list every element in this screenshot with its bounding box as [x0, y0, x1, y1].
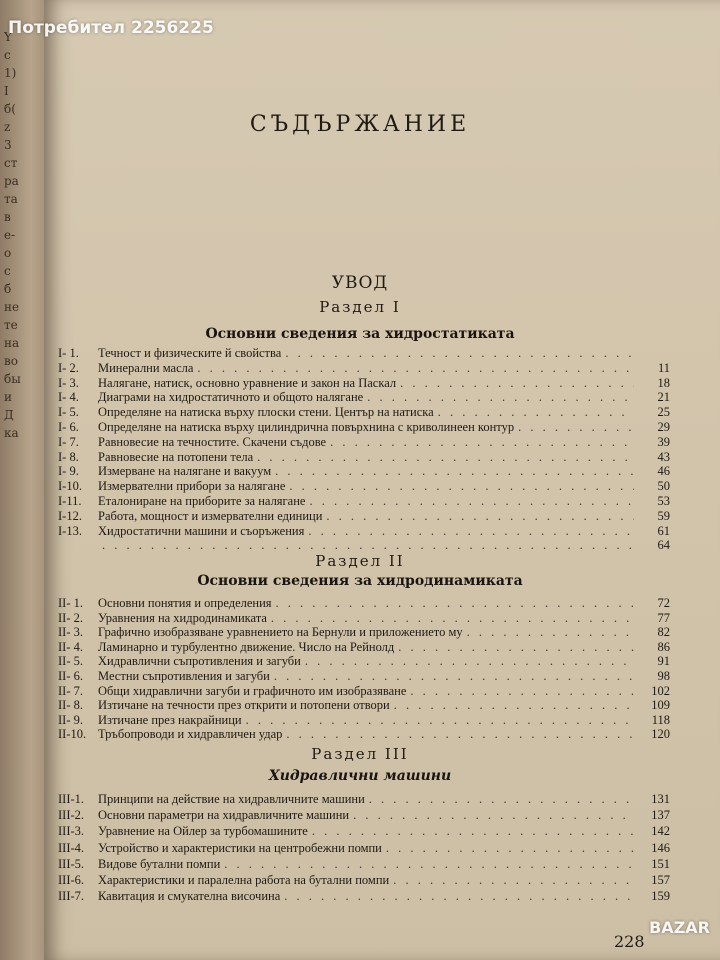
toc-leader-dots	[394, 698, 634, 713]
left-page-fragment: z	[4, 120, 11, 134]
toc-entry-title: Работа, мощност и измервателни единици	[98, 508, 323, 523]
left-page-fragment: б(	[4, 102, 16, 116]
left-page-fragment: I	[4, 84, 9, 98]
toc-entry-page: 131	[651, 792, 670, 806]
toc-entry-title: Хидравлични съпротивления и загуби	[98, 654, 301, 669]
section-label: Раздел III	[311, 745, 409, 763]
toc-entry-title: Уравнения на хидродинамиката	[98, 610, 267, 625]
toc-entry	[58, 727, 670, 745]
toc-leader-dots	[386, 841, 634, 856]
toc-entry-title: Определяне на натиска върху плоски стени. Център на натиска	[98, 405, 434, 420]
left-page-fragment: во	[4, 354, 18, 368]
left-page-fragment: ра	[4, 174, 19, 188]
toc-entry-title: Диаграми на хидростатичното и общото налягане	[98, 390, 364, 405]
section-label: Раздел I	[319, 298, 401, 316]
toc-entry-page: 39	[657, 434, 670, 449]
left-page-fragment: и	[4, 390, 12, 404]
toc-entry-page: 146	[651, 840, 670, 855]
toc-leader-dots	[353, 808, 634, 823]
toc-entry-number: II- 6.	[58, 669, 83, 683]
toc-entry-number: III-5.	[58, 856, 85, 871]
section-title: Основни сведения за хидродинамиката	[197, 573, 523, 589]
toc-entry-page: 151	[651, 856, 670, 871]
left-page-fragment: на	[4, 336, 20, 350]
toc-entry-number: I-11.	[58, 494, 82, 508]
toc-entry-title: Видове бутални помпи	[98, 856, 221, 871]
toc-entry-title: Принципи на действие на хидравличните машини	[98, 792, 365, 806]
toc-entry-number: II- 4.	[58, 639, 83, 654]
toc-leader-dots	[398, 640, 634, 655]
toc-entry-title: Измервателни прибори за налягане	[98, 479, 286, 494]
toc-entry-title: Хидростатични машини и съоръжения	[98, 523, 305, 538]
bazar-logo: BAZAR	[649, 918, 710, 937]
toc-entry-title: Изтичане на течности през открити и потопени отвори	[98, 698, 390, 713]
toc-leader-dots	[400, 376, 634, 391]
toc-leader-dots	[289, 479, 634, 494]
toc-leader-dots	[312, 824, 634, 839]
toc-entry-number: II- 9.	[58, 712, 83, 727]
toc-leader-dots	[410, 684, 634, 699]
toc-entry-number: I- 8.	[58, 449, 79, 464]
toc-entry-number: I- 3.	[58, 375, 79, 390]
toc-entry-title: Графично изобразяване уравнението на Бернули и приложението му	[98, 625, 463, 640]
toc-entry-title: Еталониране на приборите за налягане	[98, 494, 306, 508]
toc-leader-dots	[276, 596, 634, 611]
toc-entry-title: Местни съпротивления и загуби	[98, 669, 270, 683]
toc-leader-dots	[330, 435, 634, 450]
toc-entry-number: II-10.	[58, 727, 87, 742]
page-number: 228	[614, 932, 645, 951]
toc-entry-number: III-1.	[58, 792, 85, 806]
toc-leader-dots	[271, 611, 634, 626]
left-page-fragment: ст	[4, 156, 18, 170]
toc-entry-page: 77	[657, 610, 670, 625]
toc-entry-page: 11	[657, 360, 670, 375]
intro-heading: УВОД	[331, 273, 389, 293]
toc-entry	[58, 889, 670, 907]
toc-entry-number: II- 3.	[58, 625, 83, 640]
toc-entry-page: 72	[657, 596, 670, 610]
toc-entry-number: I-13.	[58, 523, 82, 538]
toc-entry-title: Равновесие на потопени тела	[98, 449, 254, 464]
toc-entry-number: III-7.	[58, 889, 85, 904]
toc-entry-number: I- 4.	[58, 390, 79, 405]
toc-entry-title: Тръбопроводи и хидравличен удар	[98, 727, 283, 742]
toc-entry-page: 50	[657, 479, 670, 494]
toc-leader-dots	[246, 713, 634, 728]
toc-leader-dots	[285, 346, 634, 361]
toc-entry-title: Характеристики и паралелна работа на бутални помпи	[98, 873, 390, 887]
toc-entry-title: Налягане, натиск, основно уравнение и закон на Паскал	[98, 375, 397, 390]
toc-entry-page: 25	[657, 405, 670, 420]
toc-entry-number: III-4.	[58, 840, 85, 855]
toc-entry-title: Основни понятия и определения	[98, 596, 272, 610]
left-page-fragment: Y	[4, 30, 12, 44]
section-title: Основни сведения за хидростатиката	[205, 326, 515, 342]
toc-entry-page: 53	[657, 494, 670, 508]
toc-leader-dots	[257, 450, 634, 465]
toc-entry-page: 159	[651, 889, 670, 904]
toc-leader-dots	[438, 405, 634, 420]
toc-leader-dots	[197, 361, 634, 376]
toc-entry-title: Определяне на натиска върху цилиндрична повърхнина с криволинеен контур	[98, 420, 515, 434]
toc-entry-page: 137	[651, 808, 670, 823]
toc-leader-dots	[309, 494, 634, 509]
toc-entry-number: II- 5.	[58, 654, 83, 669]
toc-entry-page: 142	[651, 824, 670, 839]
toc-entry-page: 86	[657, 639, 670, 654]
toc-leader-dots	[518, 420, 634, 435]
left-page-fragment: бы	[4, 372, 21, 386]
toc-entry-page: 157	[651, 873, 670, 887]
left-page-fragment: не	[4, 300, 20, 314]
toc-entry-page: 59	[657, 508, 670, 523]
toc-entry-title: Ламинарно и турбулентно движение. Число на Рейнолд	[98, 639, 395, 654]
toc-entry-title: Основни параметри на хидравличните машини	[98, 808, 350, 823]
toc-leader-dots	[305, 654, 634, 669]
toc-entry-title: Кавитация и смукателна височина	[98, 889, 281, 904]
section-label: Раздел II	[315, 552, 405, 570]
toc-entry-number: III-2.	[58, 808, 85, 823]
toc-entry-number: I- 5.	[58, 405, 79, 420]
toc-entry-page: 29	[657, 420, 670, 434]
toc-entry-title: Измерване на налягане и вакуум	[98, 464, 272, 479]
toc-leader-dots	[274, 669, 634, 684]
toc-leader-dots	[326, 509, 634, 524]
toc-entry-title: Общи хидравлични загуби и графичното им изобразяване	[98, 683, 407, 698]
toc-leader-dots	[284, 889, 634, 904]
toc-leader-dots	[275, 464, 634, 479]
toc-entry-number: III-6.	[58, 873, 85, 887]
page-title: СЪДЪРЖАНИЕ	[249, 112, 471, 137]
toc-entry-page: 120	[651, 727, 670, 742]
toc-entry-number: III-3.	[58, 824, 85, 839]
toc-entry-number: I- 6.	[58, 420, 79, 434]
section-title: Хидравлични машини	[268, 768, 452, 784]
toc-entry-page: 91	[657, 654, 670, 669]
toc-entry-title: Уравнение на Ойлер за турбомашините	[98, 824, 308, 839]
toc-leader-dots	[369, 792, 634, 807]
toc-leader-dots	[308, 524, 634, 539]
toc-entry-page: 109	[651, 698, 670, 713]
toc-leader-dots	[224, 857, 634, 872]
toc-entry-number: II- 8.	[58, 698, 83, 713]
left-page-fragment: в	[4, 210, 11, 224]
user-watermark: Потребител 2256225	[8, 18, 214, 38]
left-page-fragment: о	[4, 246, 12, 260]
toc-entry-page: 98	[657, 669, 670, 683]
toc-entry-number: II- 7.	[58, 683, 83, 698]
toc-entry-number: I- 9.	[58, 464, 79, 479]
toc-entry-title: Изтичане през накрайници	[98, 712, 242, 727]
toc-leader-dots	[286, 727, 634, 742]
toc-entry-title: Устройство и характеристики на центробежни помпи	[98, 840, 382, 855]
toc-entry-title: Минерални масла	[98, 360, 194, 375]
toc-leader-dots	[367, 390, 634, 405]
toc-entry-number: I- 7.	[58, 434, 79, 449]
toc-entry-page: 102	[651, 683, 670, 698]
left-page-fragment: Д	[4, 408, 14, 422]
toc-entry-page: 21	[657, 390, 670, 405]
left-page-fragment: е-	[4, 228, 16, 242]
toc-entry-number: II- 2.	[58, 610, 83, 625]
toc-entry-number: I- 1.	[58, 346, 79, 360]
toc-entry-page: 82	[657, 625, 670, 640]
toc-entry-number: I-12.	[58, 508, 82, 523]
toc-entry-page: 118	[651, 712, 670, 727]
toc-leader-dots	[393, 873, 634, 888]
toc-entry-number: I-10.	[58, 479, 82, 494]
left-page-fragment: с	[4, 264, 11, 278]
toc-entry-page: 64	[657, 538, 670, 553]
toc-entry-number: I- 2.	[58, 360, 79, 375]
toc-leader-dots	[467, 625, 634, 640]
toc-entry-title: Течност и физическите й свойства	[98, 346, 282, 360]
left-page-fragment: та	[4, 192, 18, 206]
left-page-fragment: те	[4, 318, 18, 332]
toc-entry-number: II- 1.	[58, 596, 83, 610]
left-page-fragment: 3	[4, 138, 12, 152]
toc-entry-page: 46	[657, 464, 670, 479]
left-page-fragment: ка	[4, 426, 19, 440]
toc-entry-page: 61	[657, 523, 670, 538]
left-page-fragment: б	[4, 282, 12, 296]
left-page-fragment: с	[4, 48, 11, 62]
toc-entry-page: 43	[657, 449, 670, 464]
toc-entry-title: Равновесие на течностите. Скачени съдове	[98, 434, 327, 449]
left-page-fragment: 1)	[4, 66, 17, 80]
toc-entry-page: 18	[657, 375, 670, 390]
